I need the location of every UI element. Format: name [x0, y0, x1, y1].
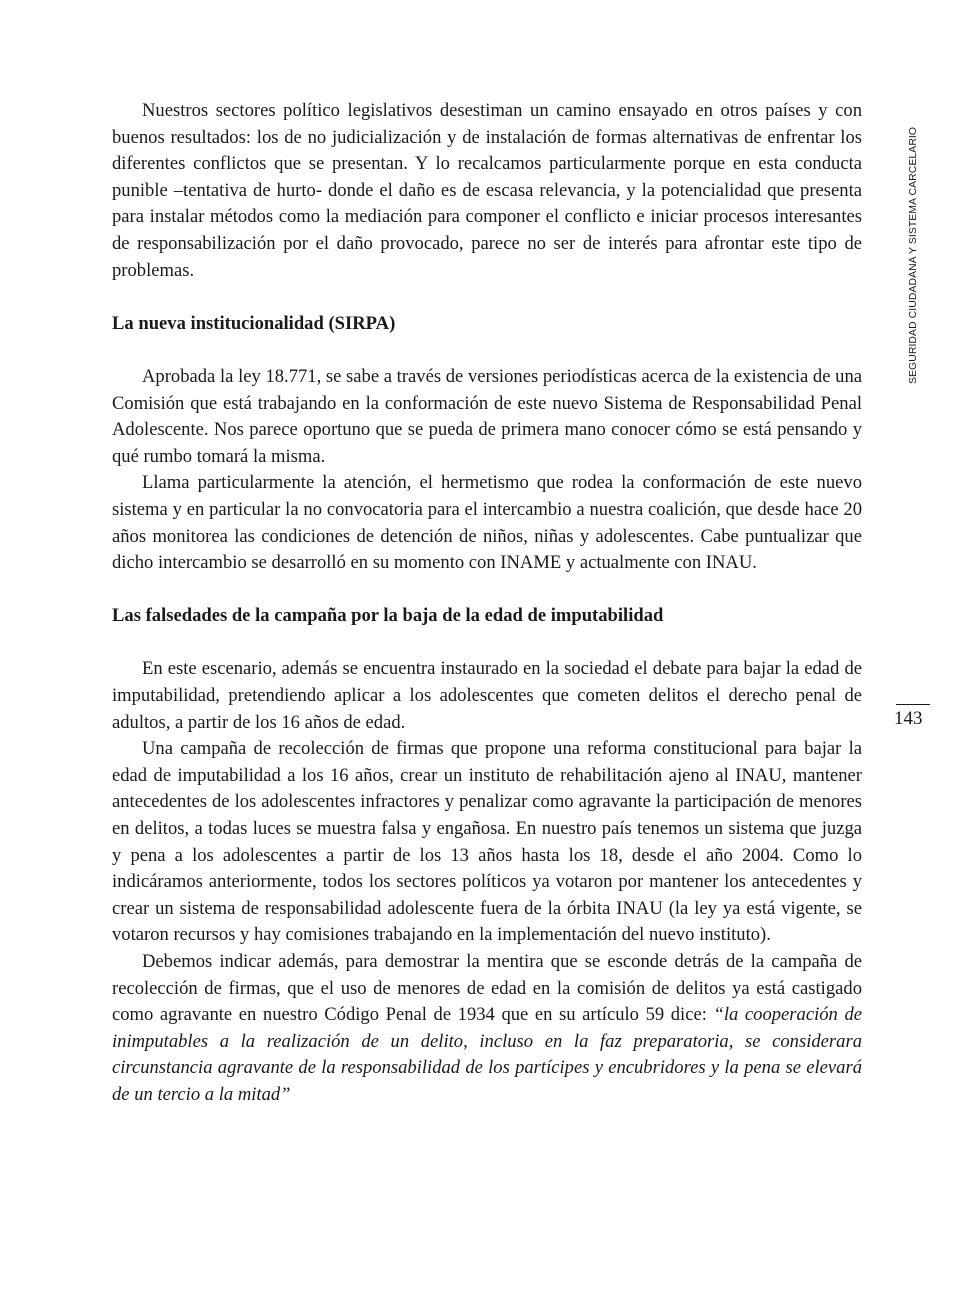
page-number-rule — [896, 704, 930, 705]
page-number: 143 — [894, 708, 923, 729]
paragraph-6 — [112, 949, 862, 1109]
heading-falsedades: Las falsedades de la campaña por la baja de la edad de imputabilidad — [112, 605, 664, 627]
paragraph-2: Aprobada la ley 18.771, se sabe a través de versiones periodísticas acerca de la existencia de una Comisión que está trabajando en la conformación de este nuevo Sistema de Responsabilidad Penal Adolescente. Nos parece oportuno que se pueda de primera mano conocer cómo se está pensando y qué rumbo tomará la misma. — [112, 365, 862, 467]
paragraph-3: Llama particularmente la atención, el hermetismo que rodea la conformación de este nuevo sistema y en particular la no convocatoria para el intercambio a nuestra coalición, que desde hace 20 años monitorea las condiciones de detención de niños, niñas y adolescentes. Cabe puntualizar que dicho intercambio se desarrolló en su momento con INAME y actualmente con INAU. — [112, 472, 862, 574]
paragraph-6-lead: Debemos indicar además, para demostrar la mentira que se esconde detrás de la campaña de recolección de firmas, que el uso de menores de edad en la comisión de delitos ya está castigado como agravante en nuestro Código Penal de 1934 que en su artículo 59 dice: — [112, 951, 862, 1026]
paragraph-1: Nuestros sectores político legislativos desestiman un camino ensayado en otros países y con buenos resultados: los de no judicialización y de instalación de formas alternativas de enfrentar los diferentes conflictos que se presentan. Y lo recalcamos particularmente porque en esta conducta punible –tentativa de hurto- donde el daño es de escasa relevancia, y la potencialidad que presenta para instalar métodos como la mediación para componer el conflicto e iniciar procesos interesantes de responsabilización por el daño provocado, parece no ser de interés para afrontar este tipo de problemas. — [112, 100, 862, 281]
running-head — [894, 104, 919, 384]
paragraph-5: Una campaña de recolección de firmas que propone una reforma constitucional para bajar la edad de imputabilidad a los 16 años, crear un instituto de rehabilitación ajeno al INAU, mantener antecedentes de los adolescentes infractores y penalizar como agravante la participación de menores en delitos, a todas luces se muestra falsa y engañosa. En nuestro país tenemos un sistema que juzga y pena a los adolescentes a partir de los 13 años hasta los 18, desde el año 2004. Como lo indicáramos anteriormente, todos los sectores políticos ya votaron por mantener los antecedentes y crear un sistema de responsabilidad adolescente fuera de la órbita INAU (la ley ya está vigente, se votaron recursos y hay comisiones trabajando en la implementación del nuevo instituto). — [112, 738, 862, 946]
running-head-text: SEGURIDAD CIUDADANA Y SISTEMA CARCELARIO — [908, 126, 919, 384]
penal-code-quote: “la cooperación de inimputables a la realización de un delito, incluso en la faz preparatoria, se considerara circunstancia agravante de la responsabilidad de los partícipes y encubridores y la pena se elevará de un tercio a la mitad” — [112, 1004, 862, 1105]
paragraph-4: En este escenario, además se encuentra instaurado en la sociedad el debate para bajar la edad de imputabilidad, pretendiendo aplicar a los adolescentes que cometen delitos el derecho penal de adultos, a partir de los 16 años de edad. — [112, 658, 862, 733]
heading-sirpa: La nueva institucionalidad (SIRPA) — [112, 312, 396, 334]
body-text — [112, 98, 862, 1109]
